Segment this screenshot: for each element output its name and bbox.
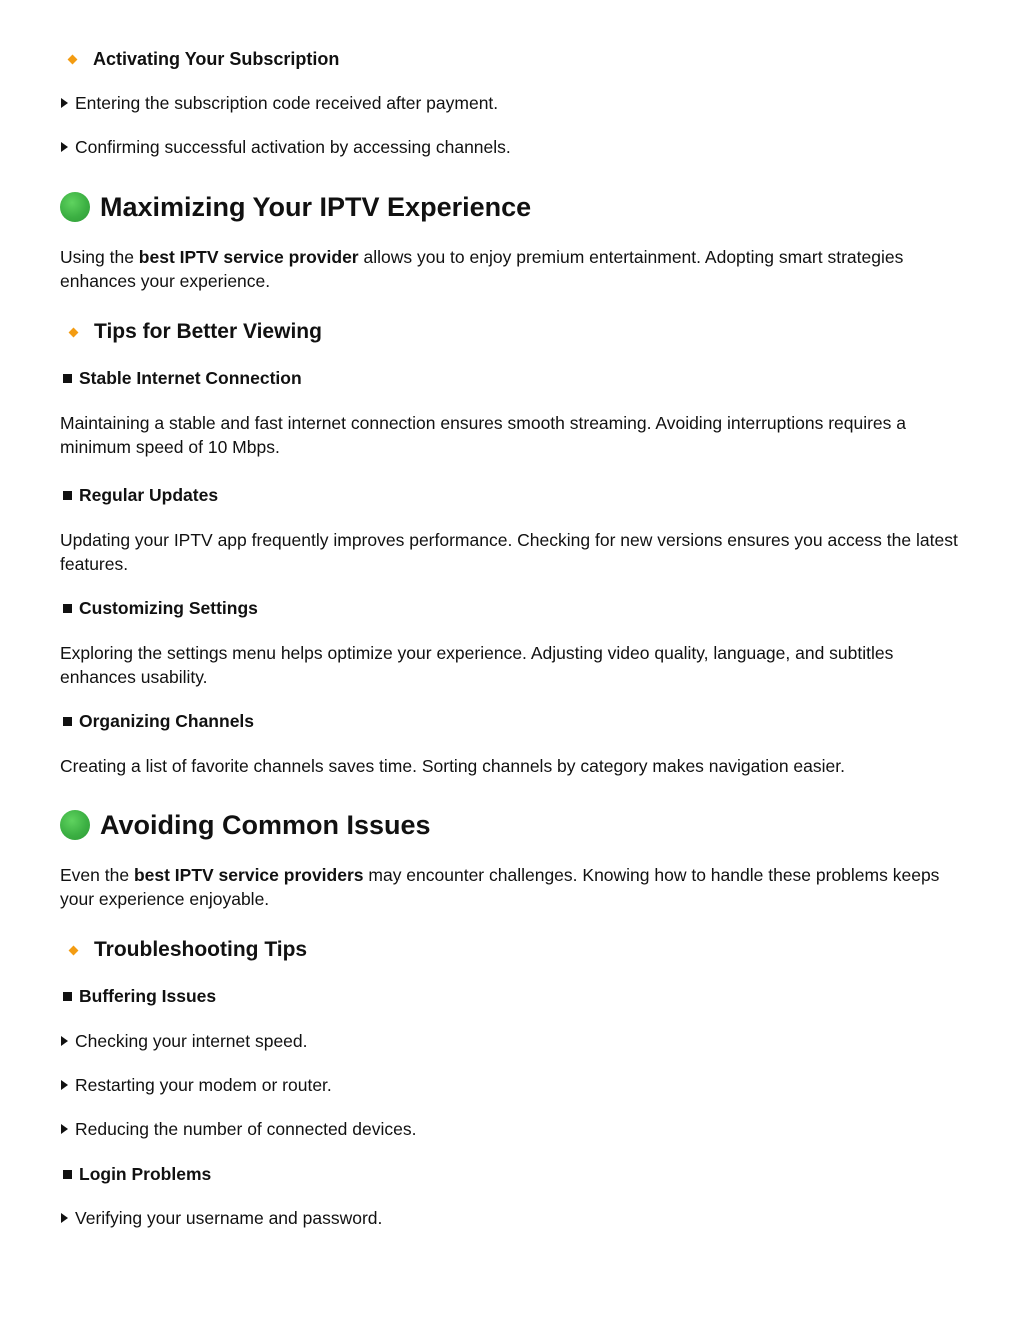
triangle-right-icon (61, 142, 68, 152)
list-item (60, 92, 964, 114)
paragraph-text: may encounter challenges. Knowing how to handle these problems keeps your experience enjoyable. (60, 865, 940, 909)
paragraph-text: Even the (60, 865, 134, 885)
list-item-text: Checking your internet speed. (75, 1031, 308, 1051)
list-item-text: Verifying your username and password. (75, 1208, 383, 1228)
paragraph-maximize-intro (60, 245, 964, 293)
black-square-icon (63, 992, 72, 1001)
subheading-organizing-channels (60, 710, 964, 732)
list-item (60, 1207, 964, 1229)
green-circle-icon (60, 810, 90, 840)
subheading-customizing-settings (60, 597, 964, 619)
orange-diamond-icon (69, 327, 79, 337)
paragraph-customizing-settings: Exploring the settings menu helps optimize your experience. Adjusting video quality, language, and subtitles enhances usability. (60, 643, 894, 687)
triangle-right-icon (61, 1080, 68, 1090)
list-item (60, 1118, 964, 1140)
heading-text: Activating Your Subscription (93, 49, 340, 69)
subheading-regular-updates (60, 484, 964, 506)
list-item-text: Confirming successful activation by accessing channels. (75, 137, 511, 157)
heading-tips-better-viewing (60, 319, 964, 345)
heading-troubleshooting-tips (60, 937, 964, 963)
heading-text: Maximizing Your IPTV Experience (100, 192, 532, 222)
subheading-text: Login Problems (79, 1164, 212, 1184)
subheading-text: Stable Internet Connection (79, 368, 302, 388)
subheading-text: Regular Updates (79, 485, 219, 505)
bold-text: best IPTV service providers (133, 865, 364, 885)
heading-text: Troubleshooting Tips (94, 938, 308, 961)
green-circle-icon (60, 192, 90, 222)
orange-diamond-icon (68, 54, 78, 64)
paragraph-stable-connection: Maintaining a stable and fast internet connection ensures smooth streaming. Avoiding interruptions requires a minimum speed of 10 Mbps. (60, 413, 907, 457)
list-item (60, 1074, 964, 1096)
list-item-text: Restarting your modem or router. (75, 1075, 332, 1095)
black-square-icon (63, 491, 72, 500)
subheading-buffering-issues (60, 985, 964, 1007)
triangle-right-icon (61, 98, 68, 108)
paragraph-text: Using the (60, 247, 139, 267)
black-square-icon (63, 717, 72, 726)
heading-text: Tips for Better Viewing (94, 320, 322, 343)
subheading-text: Organizing Channels (79, 711, 255, 731)
subheading-stable-connection (60, 367, 964, 389)
list-item-text: Reducing the number of connected devices. (75, 1119, 417, 1139)
paragraph-organizing-channels: Creating a list of favorite channels saves time. Sorting channels by category makes navigation easier. (60, 756, 845, 776)
subheading-text: Buffering Issues (79, 986, 217, 1006)
list-item (60, 1030, 964, 1052)
bold-text: best IPTV service provider (138, 247, 359, 267)
triangle-right-icon (61, 1036, 68, 1046)
heading-activating-subscription (60, 48, 964, 70)
triangle-right-icon (61, 1124, 68, 1134)
black-square-icon (63, 604, 72, 613)
triangle-right-icon (61, 1213, 68, 1223)
black-square-icon (63, 374, 72, 383)
paragraph-text: allows you to enjoy premium entertainment. Adopting smart strategies enhances your experience. (60, 247, 904, 291)
heading-maximizing-experience (60, 190, 964, 224)
black-square-icon (63, 1170, 72, 1179)
list-item (60, 136, 964, 158)
paragraph-regular-updates: Updating your IPTV app frequently improves performance. Checking for new versions ensures you access the latest features. (60, 530, 958, 574)
paragraph-issues-intro (60, 863, 964, 911)
heading-text: Avoiding Common Issues (100, 810, 431, 840)
subheading-login-problems (60, 1163, 964, 1185)
list-item-text: Entering the subscription code received after payment. (75, 93, 499, 113)
orange-diamond-icon (69, 945, 79, 955)
heading-avoiding-issues (60, 808, 964, 842)
subheading-text: Customizing Settings (79, 598, 258, 618)
